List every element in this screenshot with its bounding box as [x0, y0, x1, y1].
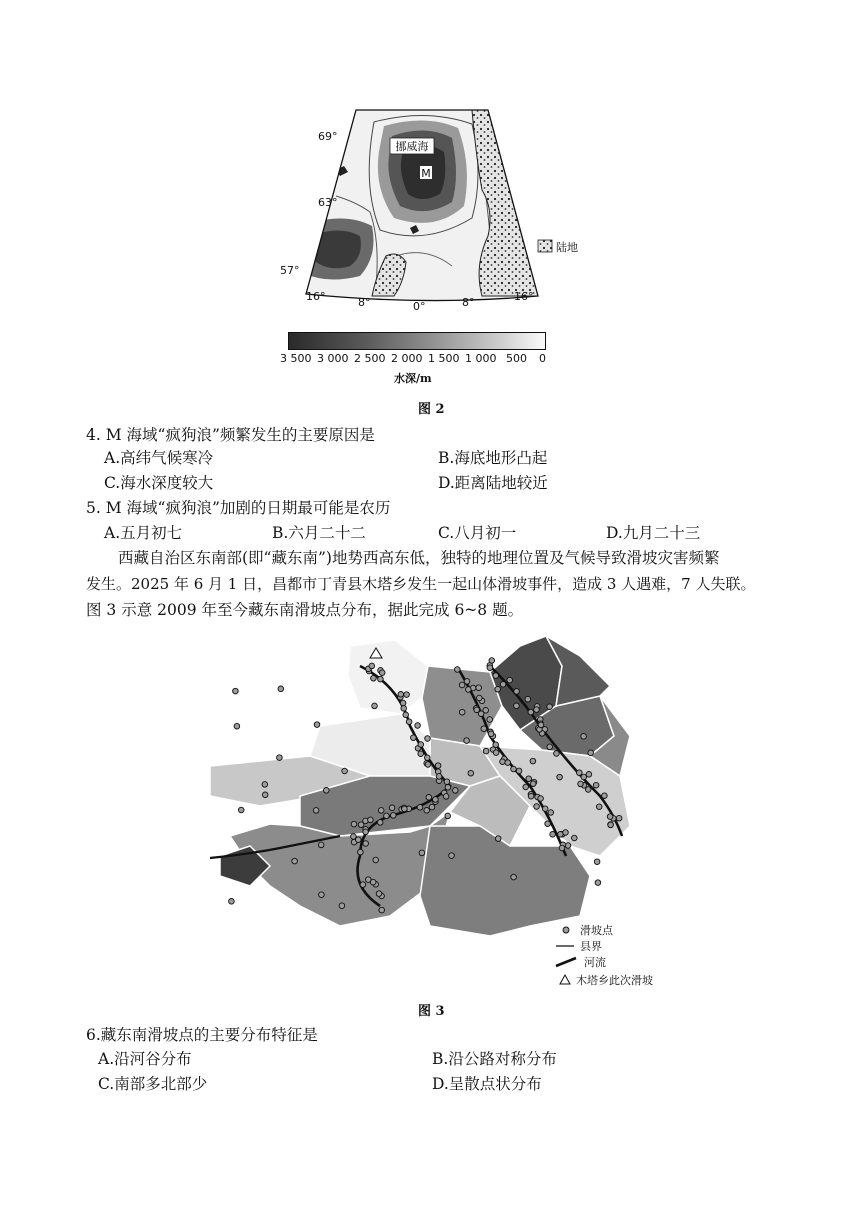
landslide-point: [384, 813, 390, 819]
landslide-point: [616, 815, 622, 821]
landslide-point: [404, 692, 410, 698]
scale-tick: 2 500: [354, 352, 386, 365]
landslide-point: [526, 776, 532, 782]
landslide-point: [548, 810, 554, 816]
question-5-stem: 5. M 海域“疯狗浪”加剧的日期最可能是农历: [86, 499, 391, 517]
landslide-point: [363, 829, 369, 835]
landslide-point: [459, 709, 465, 715]
landslide-point: [379, 670, 385, 676]
landslide-point: [391, 813, 397, 819]
landslide-point: [500, 682, 506, 688]
landslide-point: [511, 874, 517, 880]
landslide-point: [550, 832, 556, 838]
landslide-point: [581, 774, 587, 780]
landslide-point: [528, 793, 534, 799]
scale-tick: 0: [539, 352, 546, 365]
legend-triangle-swatch: [560, 975, 570, 984]
legend-county-label: 县界: [580, 940, 602, 953]
landslide-point: [514, 703, 520, 709]
landslide-point: [581, 734, 587, 740]
figure-2-caption: 图 2: [418, 402, 445, 417]
landslide-point: [379, 907, 385, 913]
q5-option-c[interactable]: C.八月初一: [438, 524, 517, 542]
landslide-point: [377, 820, 383, 826]
lat-label-57: 57°: [280, 264, 300, 277]
legend-river-label: 河流: [584, 956, 606, 969]
landslide-point: [495, 836, 501, 842]
q4-option-d[interactable]: D.距离陆地较近: [438, 474, 548, 492]
landslide-point: [278, 686, 284, 692]
landslide-point: [401, 706, 407, 712]
landslide-point: [577, 770, 583, 776]
landslide-point: [262, 792, 268, 798]
sea-label: 挪威海: [395, 140, 429, 153]
q6-option-b[interactable]: B.沿公路对称分布: [432, 1050, 557, 1068]
lat-label-63: 63°: [318, 196, 338, 209]
landslide-point: [419, 850, 425, 856]
q5-option-b[interactable]: B.六月二十二: [272, 524, 366, 542]
landslide-point: [360, 882, 366, 888]
landslide-point: [426, 795, 432, 801]
scale-tick: 1 500: [428, 352, 460, 365]
landslide-point: [400, 700, 406, 706]
landslide-point: [418, 742, 424, 748]
landslide-point: [238, 807, 244, 813]
landslide-point: [262, 782, 268, 788]
landslide-point: [319, 892, 325, 898]
landslide-point: [229, 899, 235, 905]
landslide-point: [356, 837, 362, 843]
landslide-point: [538, 722, 544, 728]
landslide-point: [487, 717, 493, 723]
landslide-point: [607, 814, 613, 820]
landslide-point: [425, 736, 431, 742]
q6-option-a[interactable]: A.沿河谷分布: [98, 1050, 192, 1068]
landslide-point: [547, 704, 553, 710]
landslide-point: [523, 784, 529, 790]
landslide-point: [608, 822, 614, 828]
landslide-point: [481, 726, 487, 732]
q4-option-b[interactable]: B.海底地形凸起: [438, 449, 548, 467]
landslide-point: [547, 744, 553, 750]
scale-tick: 2 000: [391, 352, 423, 365]
landslide-point: [425, 755, 431, 761]
landslide-point: [516, 768, 522, 774]
landslide-point: [477, 695, 483, 701]
q6-option-d[interactable]: D.呈散点状分布: [432, 1075, 542, 1093]
landslide-point: [554, 751, 560, 757]
landslide-point: [534, 707, 540, 713]
landslide-point: [449, 853, 455, 859]
landslide-point: [593, 782, 599, 788]
landslide-point: [563, 830, 569, 836]
landslide-point: [411, 735, 417, 741]
landslide-point: [424, 808, 430, 814]
scale-tick: 3 000: [317, 352, 349, 365]
landslide-point: [602, 793, 608, 799]
landslide-point: [415, 723, 421, 729]
landslide-point: [389, 805, 395, 811]
landslide-point: [445, 813, 451, 819]
scale-title: 水深/m: [394, 372, 432, 385]
landslide-point: [488, 731, 494, 737]
landslide-point: [594, 859, 600, 865]
question-6-stem: 6.藏东南滑坡点的主要分布特征是: [86, 1026, 318, 1044]
landslide-point: [358, 849, 364, 855]
landslide-point: [371, 675, 377, 681]
landslide-point: [376, 891, 382, 897]
landslide-point: [489, 658, 495, 664]
landslide-point: [378, 808, 384, 814]
landslide-point: [363, 841, 369, 847]
landslide-point: [476, 685, 482, 691]
landslide-point: [572, 835, 578, 841]
landslide-point: [483, 748, 489, 754]
landslide-point: [339, 903, 345, 909]
legend-landslide-label: 滑坡点: [580, 924, 613, 937]
landslide-point: [514, 689, 520, 695]
lon-label-16e: 16°: [514, 290, 534, 303]
landslide-point: [595, 880, 601, 886]
landslide-point: [588, 750, 594, 756]
landslide-point: [538, 796, 544, 802]
lat-label-69: 69°: [318, 130, 338, 143]
scale-tick: 500: [506, 352, 527, 365]
landslide-point: [468, 770, 474, 776]
q6-option-c[interactable]: C.南部多北部少: [98, 1075, 208, 1093]
landslide-point: [292, 858, 298, 864]
landslide-point: [459, 682, 465, 688]
land-legend-swatch: [538, 240, 552, 252]
landslide-point: [530, 781, 536, 787]
legend-triangle-label: 木塔乡此次滑坡: [576, 974, 653, 987]
landslide-point: [445, 785, 451, 791]
landslide-point: [435, 763, 441, 769]
landslide-point: [525, 696, 531, 702]
landslide-point: [528, 709, 534, 715]
landslide-distribution-map: [190, 626, 690, 996]
landslide-point: [324, 788, 330, 794]
landslide-point: [234, 723, 240, 729]
landslide-point: [418, 751, 424, 757]
q4-option-c[interactable]: C.海水深度较大: [104, 474, 214, 492]
lon-label-8w: 8°: [358, 296, 371, 309]
lon-label-16w: 16°: [306, 290, 326, 303]
landslide-point: [500, 759, 506, 765]
q5-option-a[interactable]: A.五月初七: [104, 524, 183, 542]
landslide-point: [425, 762, 431, 768]
landslide-point: [557, 774, 563, 780]
norwegian-sea-depth-map: [276, 106, 596, 316]
landslide-point: [403, 712, 409, 718]
scale-tick: 3 500: [280, 352, 312, 365]
lon-label-8e: 8°: [462, 296, 475, 309]
landslide-point: [402, 806, 408, 812]
landslide-point: [373, 857, 379, 863]
landslide-point: [559, 845, 565, 851]
legend-river-swatch: [556, 958, 576, 966]
scale-tick: 1 000: [465, 352, 497, 365]
q4-option-a[interactable]: A.高纬气候寒冷: [104, 449, 214, 467]
figure-3-map: [190, 626, 690, 996]
landslide-point: [542, 806, 548, 812]
landslide-point: [455, 667, 461, 673]
landslide-point: [398, 692, 404, 698]
landslide-point: [358, 822, 364, 828]
landslide-point: [378, 676, 384, 682]
landslide-point: [464, 738, 470, 744]
landslide-point: [433, 797, 439, 803]
landslide-point: [406, 719, 412, 725]
landslide-point: [545, 821, 551, 827]
depth-gradient-bar: [288, 332, 546, 350]
landslide-point: [370, 879, 376, 885]
landslide-point: [493, 673, 499, 679]
landslide-point: [596, 804, 602, 810]
point-m-label: M: [421, 167, 431, 180]
q5-option-d[interactable]: D.九月二十三: [606, 524, 701, 542]
question-4-stem: 4. M 海域“疯狗浪”频繁发生的主要原因是: [86, 426, 375, 444]
land-legend-label: 陆地: [556, 241, 578, 254]
landslide-point: [429, 804, 435, 810]
landslide-point: [443, 794, 449, 800]
landslide-point: [507, 677, 513, 683]
passage-line-2: 发生。2025 年 6 月 1 日，昌都市丁青县木塔乡发生一起山体滑坡事件，造成 3 人遇难，7 人失联。: [86, 575, 756, 593]
landslide-point: [530, 758, 536, 764]
landslide-point: [585, 787, 591, 793]
landslide-point: [578, 781, 584, 787]
landslide-point: [534, 804, 540, 810]
landslide-point: [464, 679, 470, 685]
landslide-point: [233, 688, 239, 694]
landslide-point: [493, 750, 499, 756]
landslide-point: [417, 805, 423, 811]
passage-line-1: 西藏自治区东南部(即“藏东南”)地势西高东低，独特的地理位置及气候导致滑坡灾害频繁: [118, 549, 720, 567]
landslide-point: [466, 687, 472, 693]
landslide-point: [313, 808, 319, 814]
figure-3-caption: 图 3: [418, 1004, 445, 1019]
landslide-point: [495, 686, 501, 692]
depth-scale: [280, 330, 570, 390]
legend-point-swatch: [563, 927, 569, 933]
landslide-point: [372, 703, 378, 709]
landslide-point: [505, 760, 511, 766]
lon-label-0: 0°: [413, 300, 426, 313]
landslide-point: [368, 817, 374, 823]
landslide-point: [487, 665, 493, 671]
passage-line-3: 图 3 示意 2009 年至今藏东南滑坡点分布，据此完成 6~8 题。: [86, 601, 524, 619]
landslide-point: [453, 788, 459, 794]
landslide-point: [351, 821, 357, 827]
landslide-point: [436, 774, 442, 780]
landslide-point: [511, 766, 517, 772]
landslide-point: [444, 779, 450, 785]
figure-2-map: [276, 106, 596, 316]
landslide-point: [369, 663, 375, 669]
landslide-point: [318, 842, 324, 848]
landslide-point: [314, 722, 320, 728]
landslide-point: [277, 755, 283, 761]
landslide-point: [474, 707, 480, 713]
landslide-point: [342, 768, 348, 774]
